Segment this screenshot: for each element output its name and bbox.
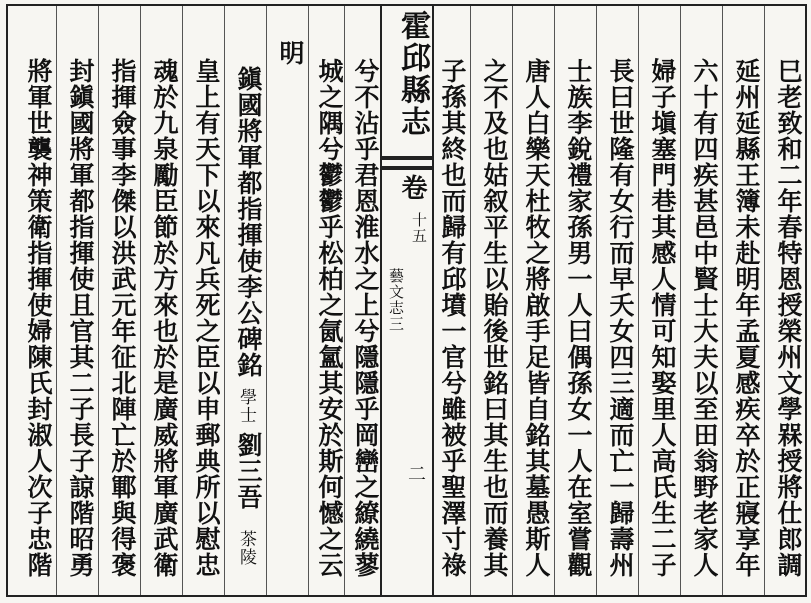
book-title: 霍邱縣志: [395, 10, 430, 138]
column-rule: [182, 6, 183, 595]
fishtail-mark: [382, 156, 432, 170]
text-column: 指揮僉事李傑以洪武元年征北陣亡於鄆與得褒: [108, 58, 137, 578]
column-rule: [764, 6, 765, 595]
author-title: 學士: [236, 388, 256, 424]
dynasty-heading: 明: [276, 40, 305, 66]
column-rule: [512, 6, 513, 595]
author-origin: 茶陵: [236, 530, 256, 566]
text-column: 延州延縣王簿未赴明年孟夏感疾卒於正寢享年: [732, 58, 761, 578]
text-column: 將軍世襲神策衛指揮使婦陳氏封淑人次子忠階: [24, 58, 53, 578]
center-fold: [380, 6, 434, 595]
text-column: 兮不沾乎君恩淮水之上兮隱隱乎岡巒之繚繞蓼: [351, 58, 380, 578]
column-rule: [98, 6, 99, 595]
column-rule: [56, 6, 57, 595]
column-rule: [638, 6, 639, 595]
text-column: 皇上有天下以來凡兵死之臣以申郵典所以慰忠: [192, 58, 221, 578]
column-rule: [266, 6, 267, 595]
text-column: 唐人白樂天杜牧之將啟手足皆自銘其墓愚斯人: [522, 58, 551, 578]
text-column: 之不及也姑叙平生以貽後世銘曰其生也而養其: [480, 58, 509, 578]
column-rule: [554, 6, 555, 595]
column-rule: [140, 6, 141, 595]
column-rule: [224, 6, 225, 595]
column-rule: [722, 6, 723, 595]
left-border: [6, 4, 8, 597]
column-rule: [680, 6, 681, 595]
text-column: 巳老致和二年春特恩授榮州文學槑授將仕郎調: [774, 58, 803, 578]
text-column: 城之隅兮鬱鬱乎松柏之氤氳其安於斯何憾之云: [315, 58, 344, 578]
text-column: 婦子塡塞門巷其感人情可知娶里人高氏生二子: [648, 58, 677, 578]
juan-label: 卷: [397, 174, 427, 200]
column-rule: [308, 6, 309, 595]
juan-number: 十五: [410, 212, 428, 244]
column-rule: [470, 6, 471, 595]
epitaph-title: 鎭國將軍都指揮使李公碑銘: [234, 66, 263, 378]
text-column: 士族李銳禮家孫男一人曰偶孫女一人在室嘗觀: [564, 58, 593, 578]
bottom-border: [6, 595, 807, 597]
text-column: 子孫其終也而歸有邱墳一官兮雖被乎聖澤寸祿: [438, 58, 467, 578]
section-title: 藝文志三: [387, 268, 405, 332]
author-name: 劉三吾: [234, 432, 263, 510]
text-column: 魂於九泉勵臣節於方來也於是廣威將軍廣武衛: [150, 58, 179, 578]
text-column: 長曰世隆有女行而早夭女四三適而亡一歸壽州: [606, 58, 635, 578]
column-rule: [596, 6, 597, 595]
page-number: 二: [405, 464, 426, 482]
text-column: 六十有四疾甚邑中賢士大夫以至田翁野老家人: [690, 58, 719, 578]
text-column: 封鎭國將軍都指揮使且官其二子長子諒階昭勇: [66, 58, 95, 578]
